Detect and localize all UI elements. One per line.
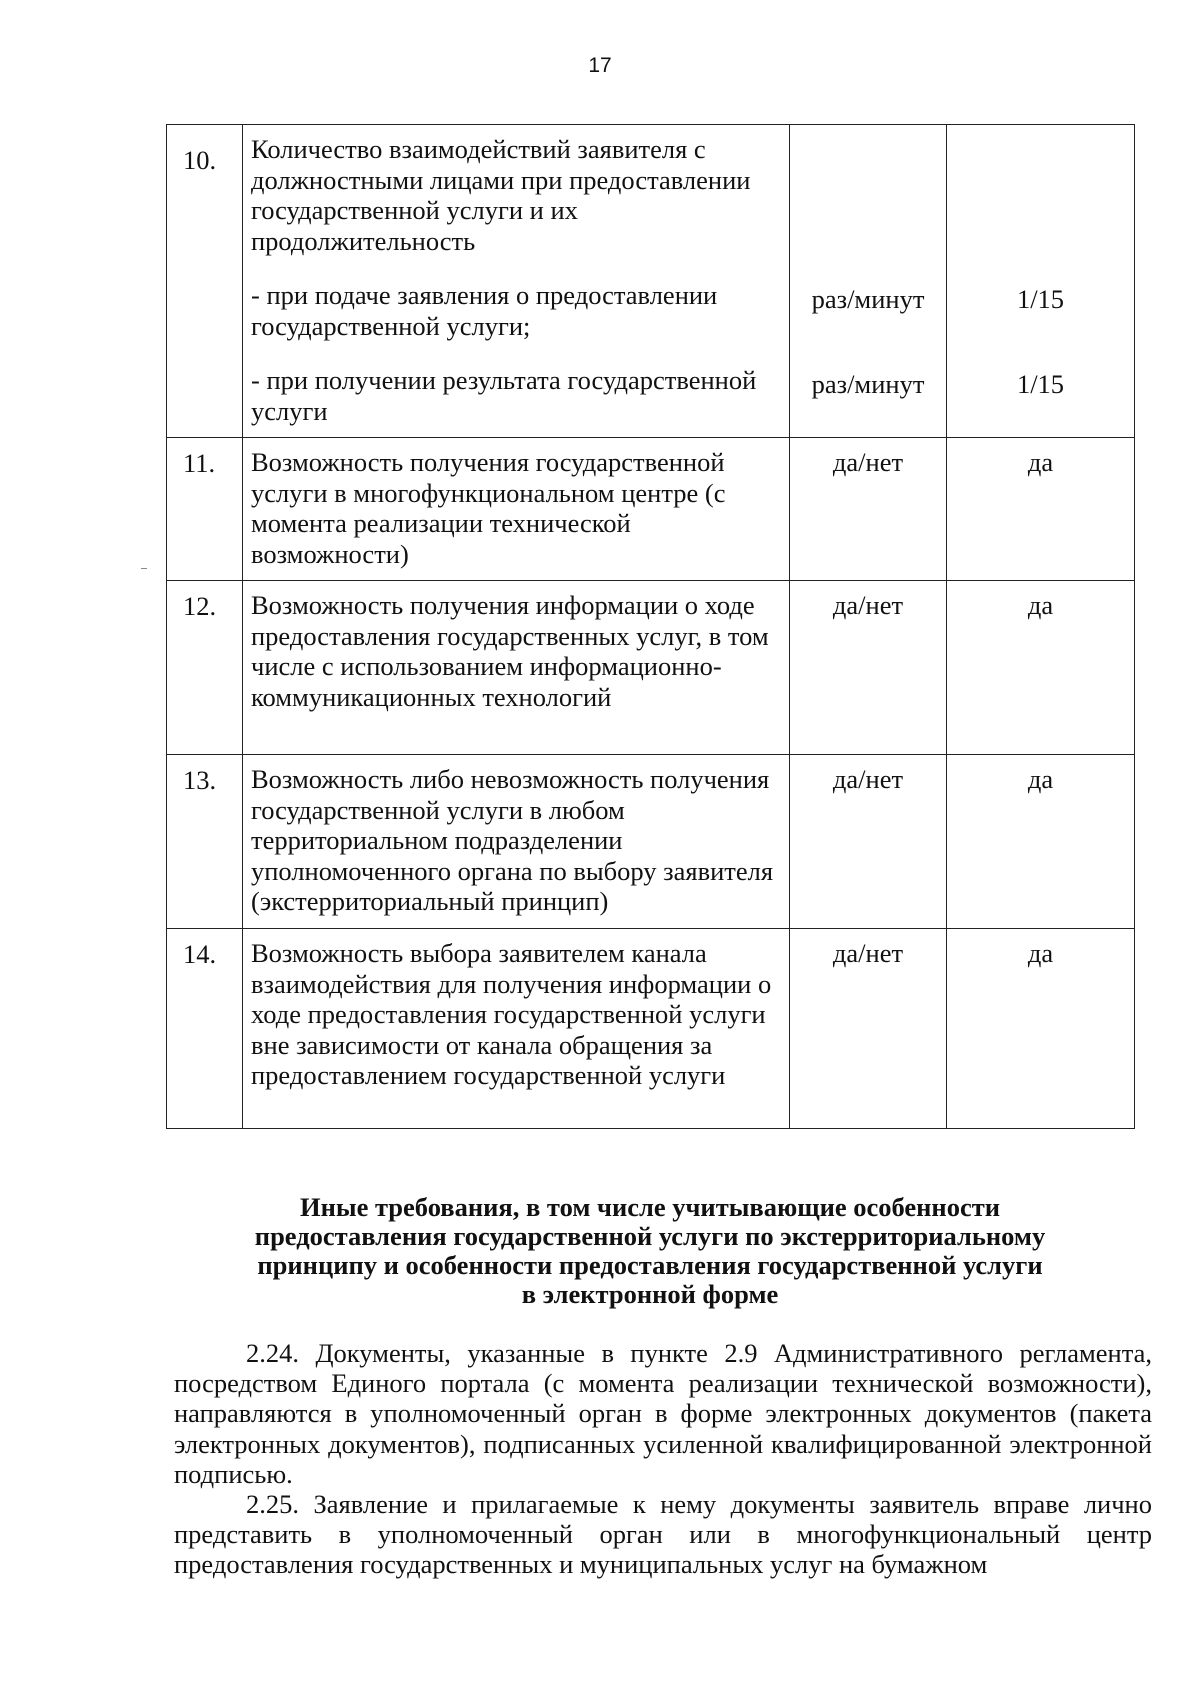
table-row <box>167 438 1135 581</box>
row-number: 13. <box>167 755 243 929</box>
row-description: Возможность выбора заявителем канала взаимодействия для получения информации о ходе предоставления государственной услуги вне зависимости от канала обращения за предоставлением государственной услуги <box>243 929 790 1129</box>
row-value: да <box>947 438 1135 581</box>
row-unit: да/нет <box>790 581 947 755</box>
sub-value: 1/15 <box>1016 284 1065 314</box>
scan-artifact <box>141 568 147 569</box>
body-text <box>174 1338 1152 1580</box>
row-title: Количество взаимодействий заявителя с должностными лицами при предоставлении государственной услуги и их продолжительность <box>251 134 751 256</box>
row-value: да <box>947 929 1135 1129</box>
table-row <box>167 125 1135 438</box>
heading-line: Иные требования, в том числе учитывающие особенности <box>300 1192 1000 1222</box>
row-unit <box>790 125 947 438</box>
row-value: да <box>947 581 1135 755</box>
sub-unit: раз/минут <box>811 368 925 399</box>
row-number: 11. <box>167 438 243 581</box>
row-unit: да/нет <box>790 755 947 929</box>
indicators-table <box>166 124 1135 1129</box>
section-heading <box>166 1193 1134 1309</box>
sub-item: - при получении результата государственной услуги <box>251 365 757 426</box>
sub-value: 1/15 <box>1016 368 1065 399</box>
heading-line: в электронной форме <box>521 1279 779 1309</box>
table-row <box>167 581 1135 755</box>
row-description: Возможность либо невозможность получения государственной услуги в любом территориальном подразделении уполномоченного органа по выбору заявителя (экстерриториальный принцип) <box>243 755 790 929</box>
heading-line: предоставления государственной услуги по экстерриториальному <box>254 1221 1046 1251</box>
row-description: Возможность получения государственной услуги в многофункциональном центре (с момента реализации технической возможности) <box>243 438 790 581</box>
row-number: 14. <box>167 929 243 1129</box>
paragraph-2-25: 2.25. Заявление и прилагаемые к нему документы заявитель вправе лично представить в уполномоченный орган или в многофункциональный центр предоставления государственных и муниципальных услуг на бумажном <box>174 1489 1152 1580</box>
row-value: да <box>947 755 1135 929</box>
table-row <box>167 929 1135 1129</box>
row-number: 10. <box>167 125 243 438</box>
sub-unit: раз/минут <box>811 284 925 314</box>
row-description <box>243 125 790 438</box>
table-row <box>167 755 1135 929</box>
row-number: 12. <box>167 581 243 755</box>
sub-item: - при подаче заявления о предоставлении государственной услуги; <box>251 280 718 341</box>
page-number: 17 <box>588 54 612 77</box>
row-description: Возможность получения информации о ходе предоставления государственных услуг, в том числе с использованием информационно-коммуникационных технологий <box>243 581 790 755</box>
row-unit: да/нет <box>790 929 947 1129</box>
heading-line: принципу и особенности предоставления государственной услуги <box>257 1250 1043 1280</box>
paragraph-2-24: 2.24. Документы, указанные в пункте 2.9 Административного регламента, посредством Единого портала (с момента реализации технической возможности), направляются в уполномоченный орган в форме электронных документов (пакета электронных документов), подписанных усиленной квалифицированной электронной подписью. <box>174 1338 1152 1489</box>
row-unit: да/нет <box>790 438 947 581</box>
row-value <box>947 125 1135 438</box>
